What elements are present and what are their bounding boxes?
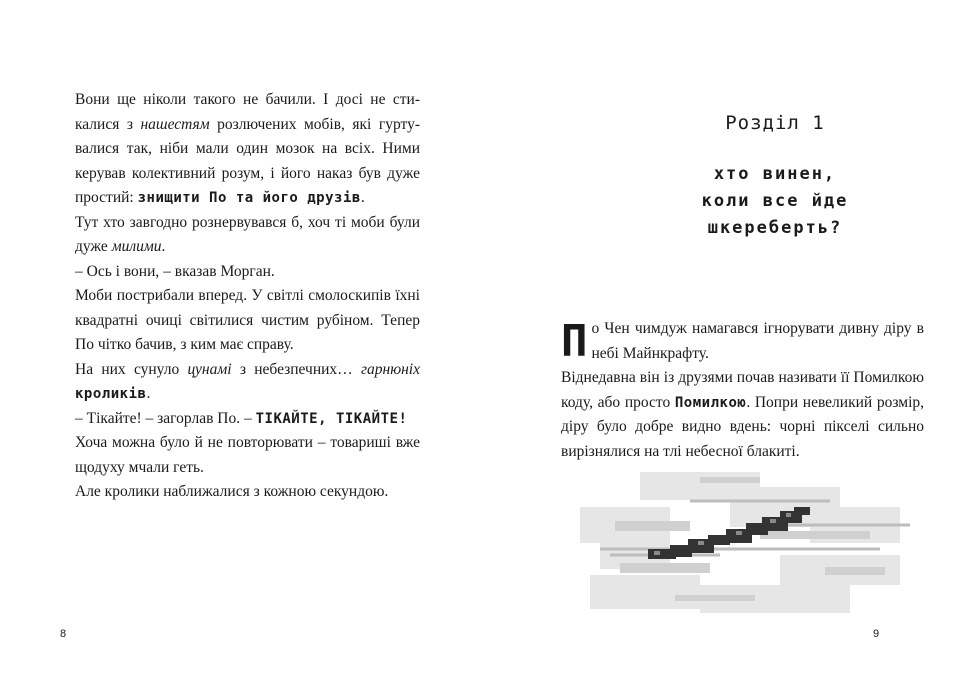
paragraph (75, 431, 420, 480)
pixel-font-text: кроликів (75, 386, 147, 402)
chapter-title-line-2: коли все йде (701, 191, 849, 211)
text-run: . (146, 385, 151, 402)
text-run: з небезпечних… (231, 360, 361, 378)
right-page (485, 0, 970, 688)
text-run: о Чен чимдуж намагався ігнорувати дивну діру в небі Майнкрафту. (591, 320, 924, 362)
text-run: – Ось і вони, – вказав Морган. (75, 262, 275, 280)
italic-text: милими (111, 238, 162, 255)
text-run: . (161, 238, 166, 255)
pixel-font-text: знищити По та його друзів (137, 190, 361, 206)
paragraph (561, 366, 924, 464)
text-run: Моби пострибали вперед. У світлі смолоскипів їхні квадратні очиці світилися чистим рубіном. Тепер По чітко бачив, з ким має справу. (75, 287, 420, 353)
text-run: . Попри невеликий розмір, діру було добре видно вдень: чорні пікселі сильно вирізнялися на тлі небесної блакиті. (561, 393, 925, 460)
chapter-title (610, 161, 940, 242)
paragraph (75, 358, 420, 407)
pixel-font-text: ТІКАЙТЕ, ТІКАЙТЕ! (255, 410, 408, 427)
text-run: . (360, 189, 365, 206)
left-page-text (75, 88, 420, 505)
paragraph (75, 480, 420, 505)
drop-cap: П (561, 316, 588, 367)
sky-glitch-illustration (580, 467, 925, 627)
chapter-title-line-3: шкереберть? (707, 218, 843, 238)
text-run: Віднедавна він із друзями почав називати її Помилкою коду, або просто (561, 369, 924, 411)
italic-text: гарнюніх (360, 360, 420, 378)
right-page-text (561, 317, 924, 464)
text-run: Вони ще ніколи такого не бачили. І досі не стикалися з (75, 91, 420, 133)
text-run: На них сунуло (75, 360, 188, 378)
paragraph (75, 260, 420, 285)
paragraph (75, 211, 420, 260)
text-run: розлючених мобів, які гуртувалися так, ніби мали один мозок на всіх. Ними керував колективний розум, і його наказ був дуже простий: (75, 115, 420, 206)
chapter-title-line-1: хто винен, (713, 164, 837, 184)
right-page-paragraphs (561, 317, 924, 464)
text-run: Хоча можна було й не повторювати – товариші вже щодуху мчали геть. (75, 434, 420, 476)
text-run: – Тікайте! – загорлав По. – (75, 409, 256, 427)
text-run: Але кролики наближалися з кожною секундою. (75, 483, 389, 500)
text-run: Тут хто завгодно рознервувався б, хоч ті моби були дуже (75, 213, 420, 255)
italic-text: цунамі (187, 360, 232, 378)
paragraph (75, 88, 420, 211)
paragraph (561, 317, 924, 366)
italic-text: нашестям (140, 115, 210, 133)
paragraph (75, 407, 420, 432)
pixel-font-text: Помилкою (674, 394, 747, 411)
page-number-left: 8 (60, 628, 67, 640)
paragraph (75, 284, 420, 358)
page-number-right: 9 (873, 628, 880, 640)
chapter-label: Розділ 1 (725, 112, 825, 134)
